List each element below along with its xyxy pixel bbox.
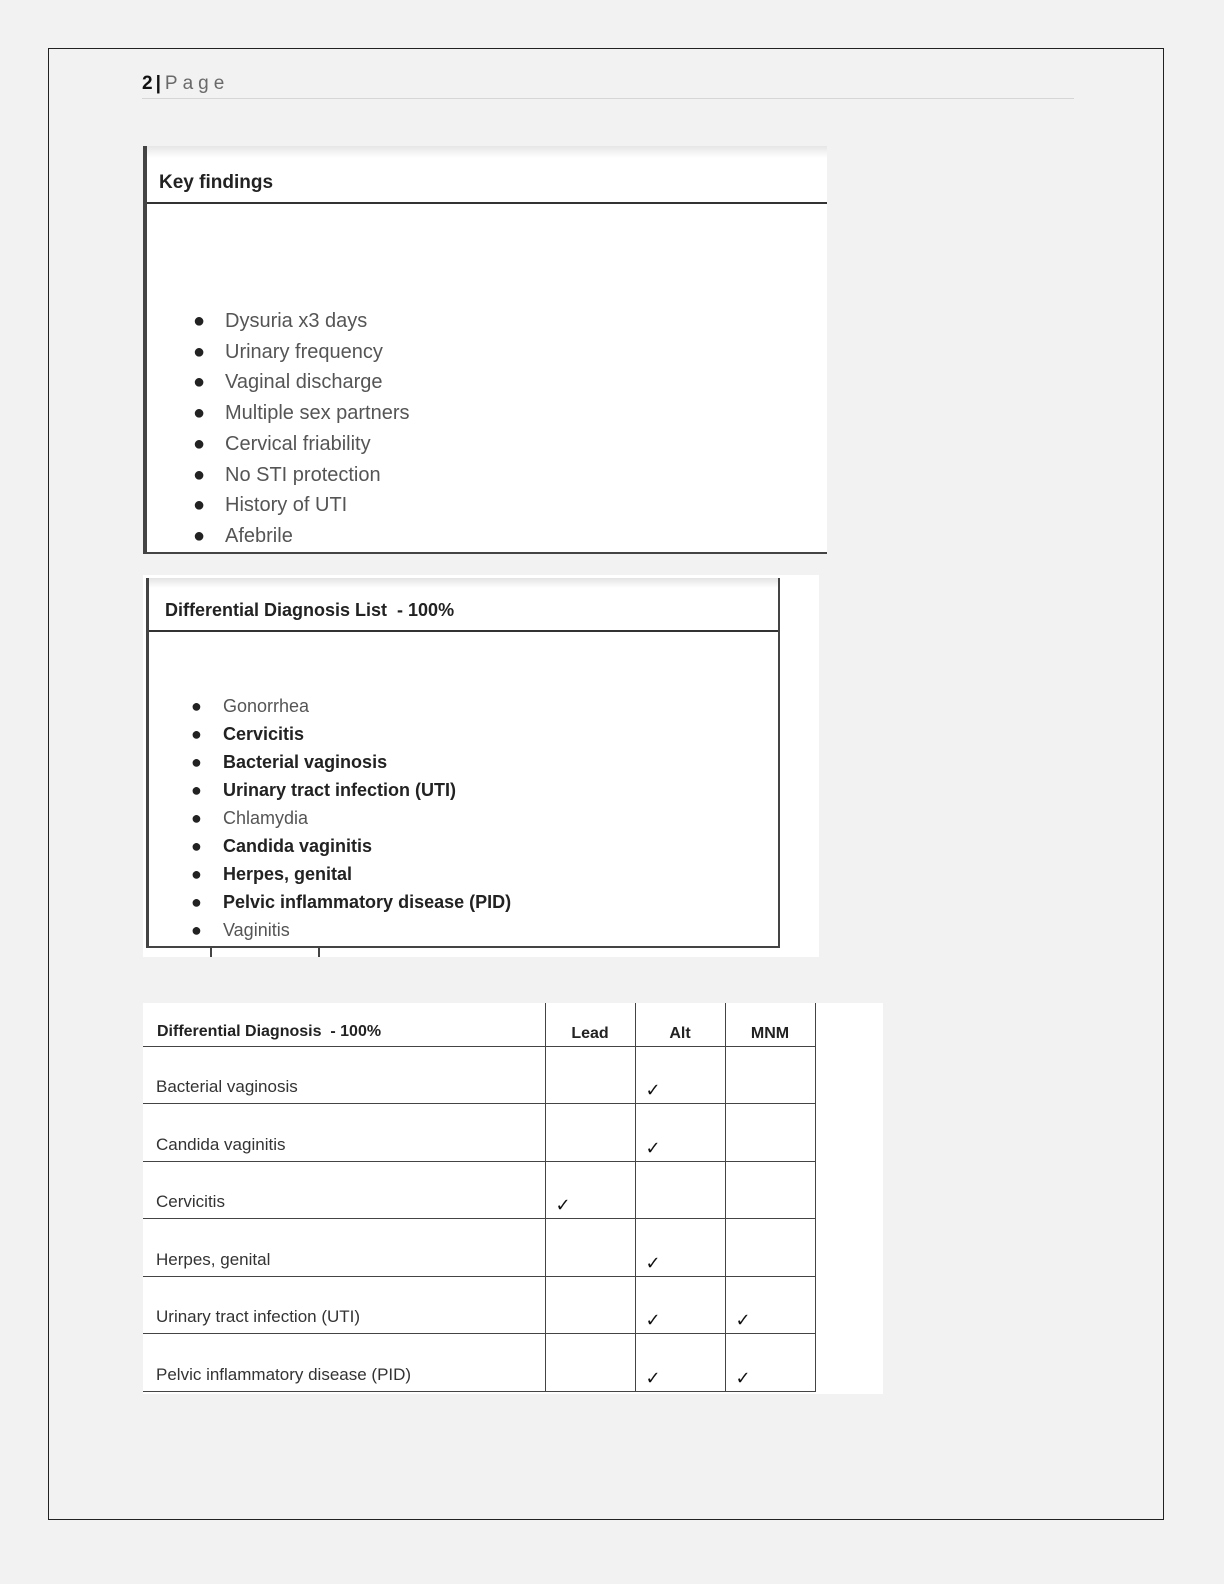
- bullet-icon: ●: [191, 752, 202, 772]
- list-item: ● History of UTI: [187, 490, 410, 521]
- table-row: [143, 1046, 815, 1104]
- list-item: [185, 776, 511, 804]
- lead-cell: [545, 1276, 635, 1334]
- list-item-text: Pelvic inflammatory disease (PID): [223, 892, 512, 912]
- list-item-text: Chlamydia: [223, 808, 309, 828]
- table-row: [143, 1276, 815, 1334]
- differential-list: [185, 692, 511, 944]
- mnm-cell: ✓: [725, 1334, 815, 1392]
- list-item: [185, 720, 511, 748]
- alt-cell: ✓: [635, 1046, 725, 1104]
- alt-cell: ✓: [635, 1219, 725, 1277]
- column-header-alt: Alt: [635, 1003, 725, 1046]
- diagnosis-table: [143, 1003, 816, 1392]
- differential-list-header: [149, 578, 778, 632]
- diagnosis-cell: Pelvic inflammatory disease (PID): [143, 1334, 545, 1392]
- lead-cell: [545, 1104, 635, 1162]
- list-item-text: Vaginitis: [223, 920, 290, 940]
- bullet-icon: ●: [193, 340, 206, 363]
- list-item: [185, 804, 511, 832]
- list-item: [185, 748, 511, 776]
- bullet-icon: ●: [191, 920, 202, 940]
- table-row: [143, 1219, 815, 1277]
- mnm-cell: [725, 1046, 815, 1104]
- list-item-text: Urinary tract infection (UTI): [223, 780, 457, 800]
- bullet-icon: ●: [193, 310, 206, 332]
- bullet-icon: ●: [191, 696, 202, 716]
- list-item: [185, 692, 511, 720]
- page-number: 2: [142, 73, 153, 94]
- bullet-icon: ●: [193, 463, 206, 486]
- table-row: [143, 1161, 815, 1219]
- list-item: ● Cervical friability: [187, 429, 410, 460]
- bullet-icon: ●: [191, 780, 202, 800]
- table-row: [143, 1334, 815, 1392]
- lead-cell: [545, 1334, 635, 1392]
- mnm-cell: [725, 1161, 815, 1219]
- bullet-icon: ●: [193, 402, 206, 425]
- differential-list-title: Differential Diagnosis List - 100%: [165, 600, 455, 620]
- list-item: [185, 916, 511, 944]
- bullet-icon: ●: [191, 724, 202, 744]
- column-header-lead: Lead: [545, 1003, 635, 1046]
- list-item-text: Herpes, genital: [223, 864, 353, 884]
- diagnosis-cell: Urinary tract infection (UTI): [143, 1276, 545, 1334]
- list-item-text: Cervicitis: [223, 724, 305, 744]
- column-header-diagnosis: Differential Diagnosis - 100%: [143, 1003, 545, 1046]
- column-header-mnm: MNM: [725, 1003, 815, 1046]
- list-item: [185, 860, 511, 888]
- alt-cell: ✓: [635, 1104, 725, 1162]
- page-header: [142, 72, 1074, 99]
- list-item: ● Multiple sex partners: [187, 398, 410, 429]
- list-item-text: Bacterial vaginosis: [223, 752, 388, 772]
- key-findings-header: [147, 146, 827, 204]
- list-item: [185, 832, 511, 860]
- panel-edge-line: [318, 948, 320, 957]
- panel-edge-line: [210, 948, 212, 957]
- list-item-text: Candida vaginitis: [223, 836, 373, 856]
- alt-cell: ✓: [635, 1276, 725, 1334]
- key-findings-list: [187, 306, 410, 552]
- bullet-icon: ●: [193, 432, 206, 455]
- list-item-text: Gonorrhea: [223, 696, 310, 716]
- bullet-icon: ●: [191, 808, 202, 828]
- lead-cell: [545, 1219, 635, 1277]
- list-item: ● Urinary frequency: [187, 337, 410, 368]
- bullet-icon: ●: [191, 892, 202, 912]
- table-row: [143, 1104, 815, 1162]
- lead-cell: ✓: [545, 1161, 635, 1219]
- diagnosis-cell: Bacterial vaginosis: [143, 1046, 545, 1104]
- alt-cell: ✓: [635, 1334, 725, 1392]
- key-findings-panel: [143, 146, 827, 554]
- mnm-cell: ✓: [725, 1276, 815, 1334]
- mnm-cell: [725, 1219, 815, 1277]
- diagnosis-cell: Candida vaginitis: [143, 1104, 545, 1162]
- bullet-icon: ●: [193, 524, 206, 547]
- bullet-icon: ●: [193, 371, 206, 394]
- page-separator: |: [155, 73, 161, 94]
- list-item: ● Afebrile: [187, 521, 410, 552]
- diagnosis-table-body: [143, 1046, 815, 1391]
- list-item: [185, 888, 511, 916]
- bullet-icon: ●: [191, 864, 202, 884]
- list-item: ● Dysuria x3 days: [187, 306, 410, 337]
- alt-cell: [635, 1161, 725, 1219]
- list-item: ● No STI protection: [187, 460, 410, 491]
- key-findings-title: Key findings: [159, 172, 274, 193]
- bullet-icon: ●: [193, 494, 206, 517]
- lead-cell: [545, 1046, 635, 1104]
- mnm-cell: [725, 1104, 815, 1162]
- diagnosis-cell: Cervicitis: [143, 1161, 545, 1219]
- differential-list-panel: [146, 578, 780, 948]
- table-header-row: [143, 1003, 815, 1046]
- list-item: ● Vaginal discharge: [187, 367, 410, 398]
- diagnosis-cell: Herpes, genital: [143, 1219, 545, 1277]
- page-word: Page: [164, 73, 230, 94]
- bullet-icon: ●: [191, 836, 202, 856]
